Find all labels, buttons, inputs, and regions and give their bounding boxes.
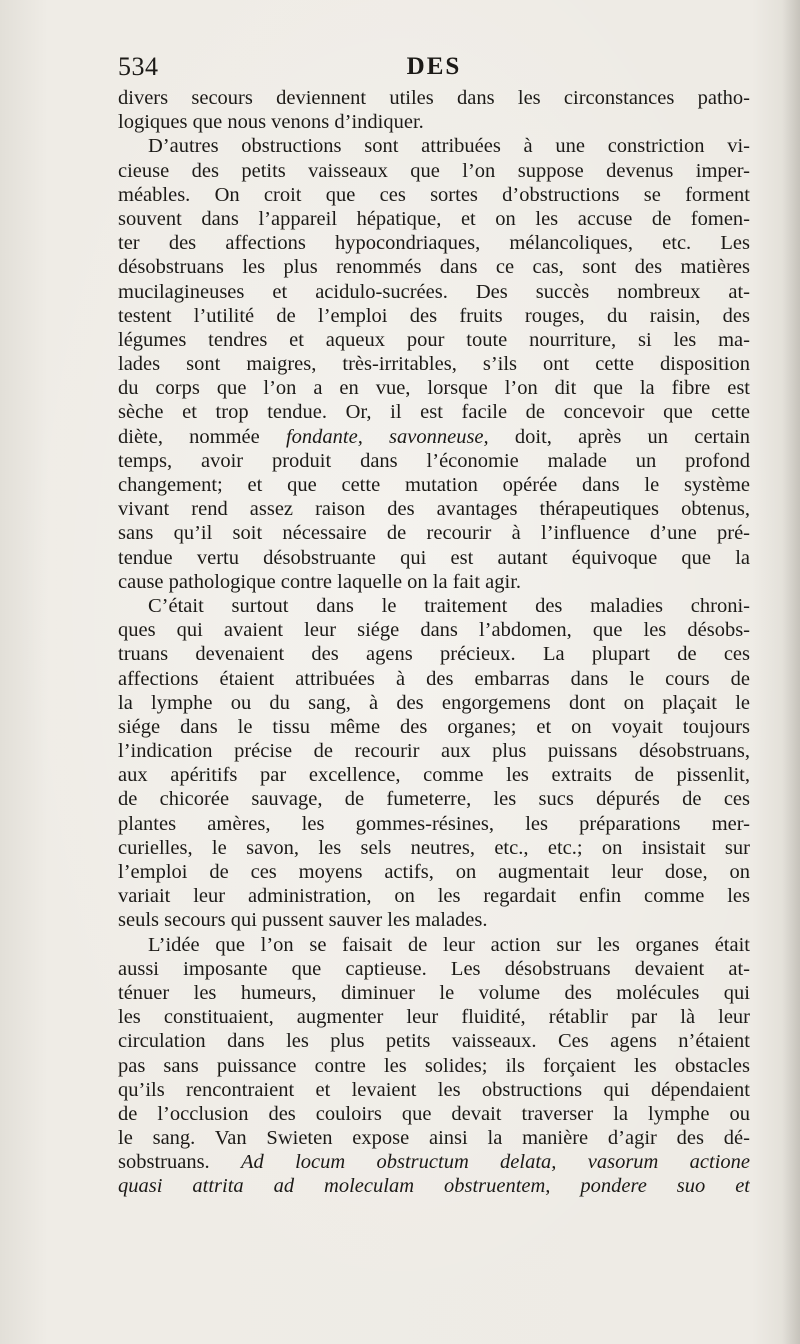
text-line: [118, 787, 750, 811]
text-line: [118, 763, 750, 787]
text-line-roman: l’emploi de ces moyens actifs, on augmentait leur dose, on: [118, 861, 750, 883]
text-line-roman: de l’occlusion des couloirs que devait traverser la lymphe ou: [118, 1102, 750, 1125]
text-line: [118, 134, 750, 158]
text-line-roman: sans qu’il soit nécessaire de recourir à l’influence d’une pré-: [118, 522, 750, 545]
text-line: [118, 280, 750, 304]
text-line: [118, 110, 750, 134]
body-text: [118, 86, 750, 1199]
text-line: [118, 1005, 750, 1029]
text-line-roman: truans devenaient des agens précieux. La plupart de ces: [118, 643, 750, 666]
text-line-roman: L’idée que l’on se faisait de leur action sur les organes était: [148, 933, 750, 956]
text-line-roman: les constituaient, augmenter leur fluidité, rétablir par là leur: [118, 1006, 750, 1029]
text-line-roman: C’était surtout dans le traitement des maladies chroni-: [148, 594, 750, 617]
text-line-italic: Ad locum obstructum delata, vasorum actione: [241, 1151, 750, 1174]
text-line: [118, 1078, 750, 1102]
text-line: [118, 812, 750, 836]
text-line-roman: temps, avoir produit dans l’économie malade un profond: [118, 449, 750, 472]
running-head: [118, 50, 750, 84]
text-line-roman: légumes tendres et aqueux pour toute nourriture, si les ma-: [118, 328, 750, 351]
text-line-roman: ques qui avaient leur siége dans l’abdomen, que les désobs-: [118, 619, 750, 642]
text-line-roman: souvent dans l’appareil hépatique, et on les accuse de fomen-: [118, 207, 750, 230]
text-line: [118, 884, 750, 908]
text-line: [118, 908, 750, 932]
text-line-roman: sèche et trop tendue. Or, il est facile de concevoir que cette: [118, 401, 750, 424]
text-line-roman: aux apéritifs par excellence, comme les extraits de pissenlit,: [118, 764, 750, 787]
text-line-italic: fondante, savonneuse,: [285, 425, 489, 448]
text-line: [118, 836, 750, 860]
text-line-roman: cieuse des petits vaisseaux que l’on suppose devenus imper-: [118, 159, 750, 182]
text-line: [118, 521, 750, 545]
text-line: [118, 473, 750, 497]
text-line: [118, 546, 750, 570]
text-line: [118, 667, 750, 691]
text-line: [118, 642, 750, 666]
text-line-roman: sobstruans.: [118, 1151, 210, 1174]
text-line: [118, 86, 750, 110]
text-line: [118, 957, 750, 981]
text-line-roman: plantes amères, les gommes-résines, les préparations mer-: [118, 812, 750, 835]
text-line: [118, 425, 750, 449]
text-line: [118, 618, 750, 642]
text-line: [118, 860, 750, 884]
text-line: [118, 981, 750, 1005]
text-line: [118, 933, 750, 957]
text-line: [118, 328, 750, 352]
text-line: [118, 594, 750, 618]
text-line: [118, 159, 750, 183]
text-line: [118, 376, 750, 400]
text-line: [118, 715, 750, 739]
text-line: [118, 1174, 750, 1198]
text-line-roman: pas sans puissance contre les solides; ils forçaient les obstacles: [118, 1054, 750, 1077]
text-line-roman: siége dans le tissu même des organes; et on voyait toujours: [118, 715, 750, 738]
text-line-roman: variait leur administration, on les regardait enfin comme les: [118, 885, 750, 908]
text-line-roman: la lymphe ou du sang, à des engorgemens dont on plaçait le: [118, 691, 750, 714]
text-line-roman: mucilagineuses et acidulo-sucrées. Des succès nombreux at-: [118, 280, 750, 303]
text-line-roman: du corps que l’on a en vue, lorsque l’on dit que la fibre est: [118, 377, 750, 400]
text-line: [118, 1126, 750, 1150]
text-line: [118, 1150, 750, 1174]
text-line-roman: seuls secours qui pussent sauver les malades.: [118, 909, 488, 932]
page-edge-shadow: [782, 0, 800, 1344]
text-line: [118, 691, 750, 715]
text-line: [118, 570, 750, 594]
text-line-roman: curielles, le savon, les sels neutres, etc., etc.; on insistait sur: [118, 836, 750, 859]
section-title: DES: [406, 53, 462, 80]
text-line-roman: circulation dans les plus petits vaisseaux. Ces agens n’étaient: [118, 1030, 750, 1053]
text-line: [118, 1029, 750, 1053]
text-line-roman: divers secours deviennent utiles dans les circonstances patho-: [118, 87, 750, 109]
text-line-roman: D’autres obstructions sont attribuées à une constriction vi-: [148, 135, 750, 158]
text-line-roman: le sang. Van Swieten expose ainsi la manière d’agir des dé-: [118, 1127, 750, 1150]
text-line-italic: quasi attrita ad moleculam obstruentem, pondere suo et: [118, 1175, 750, 1198]
text-line: [118, 1102, 750, 1126]
text-line: [118, 352, 750, 376]
text-line-roman: lades sont maigres, très-irritables, s’ils ont cette disposition: [118, 353, 750, 376]
text-line-roman: l’indication précise de recourir aux plus puissans désobstruans,: [118, 740, 750, 763]
text-line-roman: de chicorée sauvage, de fumeterre, les sucs dépurés de ces: [118, 788, 750, 811]
page-number: 534: [118, 52, 159, 81]
text-line: [118, 255, 750, 279]
text-line: [118, 304, 750, 328]
text-line-roman: désobstruans les plus renommés dans ce cas, sont des matières: [118, 256, 750, 279]
text-line-roman: ter des affections hypocondriaques, mélancoliques, etc. Les: [118, 232, 750, 255]
text-line-roman: affections étaient attribuées à des embarras dans le cours de: [118, 667, 750, 690]
text-line: [118, 400, 750, 424]
text-line-roman: diète, nommée: [118, 425, 260, 448]
text-line-roman: ténuer les humeurs, diminuer le volume des molécules qui: [118, 981, 750, 1004]
text-line-after: doit, après un certain: [488, 425, 750, 448]
text-line-roman: méables. On croit que ces sortes d’obstructions se forment: [118, 183, 750, 206]
text-line: [118, 207, 750, 231]
text-line: [118, 449, 750, 473]
text-line: [118, 497, 750, 521]
text-line-roman: cause pathologique contre laquelle on la fait agir.: [118, 570, 522, 593]
text-line: [118, 739, 750, 763]
text-line: [118, 1054, 750, 1078]
text-line: [118, 183, 750, 207]
text-line-roman: changement; et que cette mutation opérée dans le système: [118, 474, 750, 496]
text-line-roman: tendue vertu désobstruante qui est autant équivoque que la: [118, 546, 750, 569]
text-line-roman: qu’ils rencontraient et levaient les obstructions qui dépendaient: [118, 1078, 750, 1101]
text-line-roman: aussi imposante que captieuse. Les désobstruans devaient at-: [118, 957, 750, 980]
text-line: [118, 231, 750, 255]
text-line-roman: vivant rend assez raison des avantages thérapeutiques obtenus,: [118, 498, 750, 521]
text-line-roman: testent l’utilité de l’emploi des fruits rouges, du raisin, des: [118, 304, 750, 327]
text-line-roman: logiques que nous venons d’indiquer.: [118, 111, 424, 134]
